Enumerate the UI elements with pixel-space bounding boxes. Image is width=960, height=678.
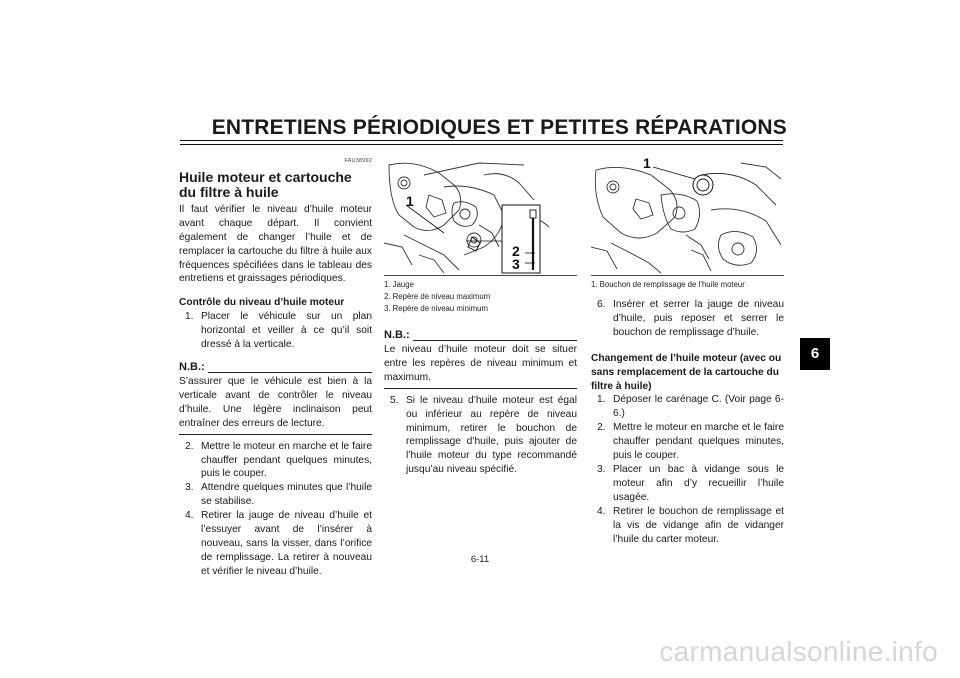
filler-cap-figure bbox=[591, 155, 784, 275]
step-number: 3. bbox=[597, 463, 606, 475]
step-text: Insérer et serrer la jauge de niveau d’huile, puis reposer et serrer le bouchon de remplissage d’huile. bbox=[613, 299, 784, 338]
step-4 bbox=[591, 505, 784, 547]
figure-callout-1: 1 bbox=[643, 155, 651, 171]
intro-paragraph: Il faut vérifier le niveau d’huile moteur avant chaque départ. Il convient également de changer l’huile et de remplacer la cartouche du filtre à huile aux fréquences spécifiées dans le tableau des entretiens et graissages périodiques. bbox=[179, 203, 372, 285]
figure-callout-1: 1 bbox=[406, 193, 414, 209]
step-2 bbox=[591, 421, 784, 463]
step-number: 1. bbox=[185, 311, 194, 323]
note-end-rule bbox=[384, 388, 577, 389]
note-label: N.B.: bbox=[384, 329, 410, 341]
header-rule-top bbox=[180, 140, 783, 141]
step-5 bbox=[384, 394, 577, 477]
dipstick-figure bbox=[384, 155, 577, 275]
step-text: Si le niveau d’huile moteur est égal ou inférieur au repère de niveau minimum, retirer le bouchon de remplissage d’huile, puis ajouter de l’huile moteur du type recommandé jusqu’au niveau spécifié. bbox=[406, 394, 577, 476]
step-number: 6. bbox=[597, 299, 606, 310]
step-text: Mettre le moteur en marche et le faire chauffer pendant quelques minutes, puis le couper. bbox=[201, 440, 372, 480]
caption-item: 1. Bouchon de remplissage de l’huile moteur bbox=[591, 280, 745, 289]
caption-item: 2. Repère de niveau maximum bbox=[384, 292, 491, 301]
note-end-rule bbox=[179, 434, 372, 435]
section-code: FAU38992 bbox=[344, 158, 372, 164]
step-number: 4. bbox=[597, 505, 606, 517]
section-heading: Huile moteur et cartouche du filtre à huile bbox=[179, 168, 352, 200]
caption-rule bbox=[384, 275, 577, 276]
note-rule bbox=[413, 340, 577, 341]
step-text: Placer le véhicule sur un plan horizontal et veiller à ce qu’il soit dressé à la verticale. bbox=[201, 311, 372, 351]
watermark: carmanualsonline.info bbox=[659, 636, 938, 667]
chapter-tab[interactable]: 6 bbox=[800, 338, 830, 370]
column-1 bbox=[179, 155, 372, 579]
header-rule-bottom bbox=[180, 144, 783, 145]
step-3 bbox=[179, 481, 372, 509]
note-label: N.B.: bbox=[179, 360, 205, 373]
note-rule bbox=[208, 372, 372, 373]
subheading-check-level: Contrôle du niveau d’huile moteur bbox=[179, 297, 345, 309]
note-text: S’assurer que le véhicule est bien à la verticale avant de contrôler le niveau d’huile. Une légère inclinaison peut entraîner des erreurs de lecture. bbox=[179, 375, 372, 429]
step-text: Retirer la jauge de niveau d’huile et l’essuyer avant de l’insérer à nouveau, sans la visser, dans l’orifice de remplissage. La retirer à nouveau et vérifier le niveau d’huile. bbox=[201, 510, 372, 577]
step-1 bbox=[179, 310, 372, 352]
step-4 bbox=[179, 509, 372, 579]
note-heading bbox=[179, 361, 372, 375]
caption-item: 1. Jauge bbox=[384, 280, 414, 289]
step-6 bbox=[591, 298, 784, 340]
step-3 bbox=[591, 463, 784, 505]
note-text: Le niveau d’huile moteur doit se situer entre les repères de niveau minimum et maximum. bbox=[384, 344, 577, 383]
page-number: 6-11 bbox=[470, 554, 490, 565]
note-heading bbox=[384, 329, 577, 343]
step-number: 3. bbox=[185, 482, 194, 494]
engine-dipstick-illustration bbox=[384, 155, 577, 275]
step-text: Mettre le moteur en marche et le faire chauffer pendant quelques minutes, puis le couper. bbox=[613, 422, 784, 462]
step-number: 2. bbox=[185, 440, 194, 452]
step-number: 5. bbox=[390, 394, 399, 406]
figure-caption-list bbox=[591, 279, 784, 291]
step-text: Placer un bac à vidange sous le moteur afin d’y recueillir l’huile usagée. bbox=[613, 463, 784, 503]
figure-caption-list bbox=[384, 279, 577, 315]
step-text: Retirer le bouchon de remplissage et la vis de vidange afin de vidanger l’huile du carter moteur. bbox=[613, 505, 784, 545]
step-text: Déposer le carénage C. (Voir page 6-6.) bbox=[613, 394, 784, 420]
figure-callout-3: 3 bbox=[512, 256, 520, 272]
page-header-title: ENTRETIENS PÉRIODIQUES ET PETITES RÉPARATIONS bbox=[211, 116, 787, 139]
subheading-oil-change: Changement de l’huile moteur (avec ou sans remplacement de la cartouche du filtre à huile) bbox=[591, 352, 782, 392]
column-3 bbox=[591, 155, 784, 546]
figure-callout-2: 2 bbox=[512, 243, 520, 259]
step-text: Attendre quelques minutes que l’huile se stabilise. bbox=[201, 482, 372, 508]
column-2 bbox=[384, 155, 577, 477]
step-number: 2. bbox=[597, 422, 606, 434]
step-number: 4. bbox=[185, 510, 194, 522]
caption-rule bbox=[591, 275, 784, 276]
engine-filler-cap-illustration bbox=[591, 155, 784, 275]
step-number: 1. bbox=[597, 394, 606, 406]
step-2 bbox=[179, 440, 372, 482]
caption-item: 3. Repère de niveau minimum bbox=[384, 304, 489, 313]
step-1 bbox=[591, 393, 784, 421]
